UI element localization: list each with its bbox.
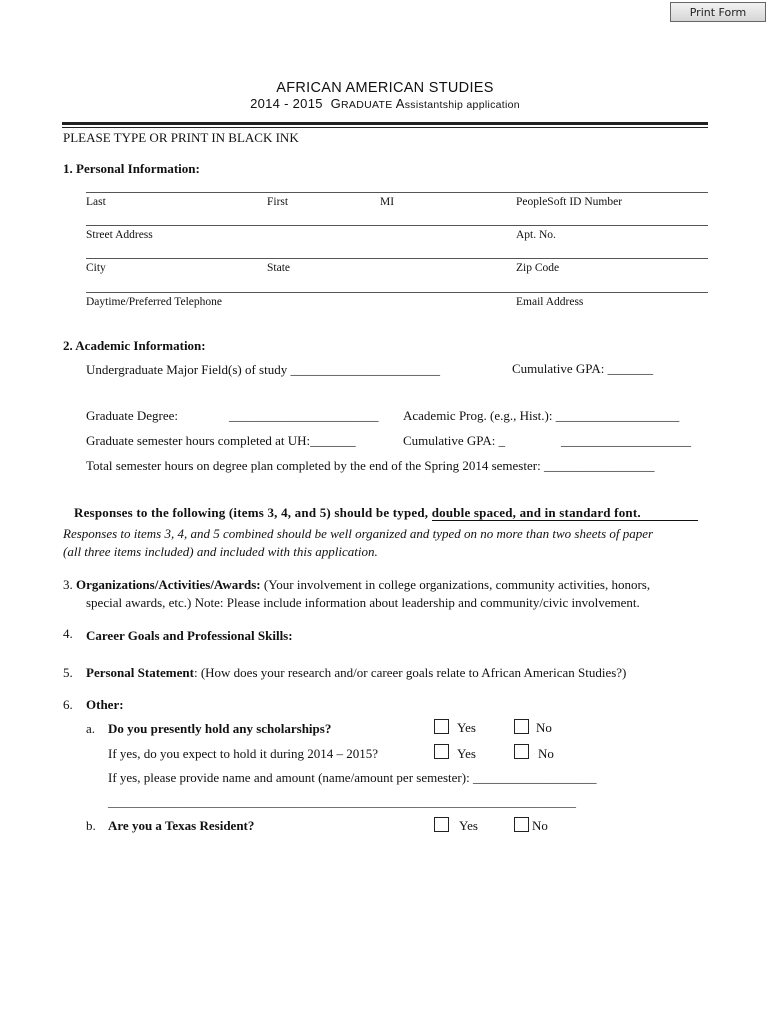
semester-hours-line: Graduate semester hours completed at UH:_______ [86,433,356,448]
section2-heading: 2. Academic Information: [63,338,206,353]
item4-number: 4. [63,626,73,641]
texas-resident-no-label: No [532,818,548,833]
item4-heading: Career Goals and Professional Skills: [86,628,293,643]
print-form-button[interactable]: Print Form [670,2,766,22]
hold-scholarship-no-label: No [538,746,554,761]
subtitle-small-2: ssistantship application [404,99,520,111]
texas-resident-question: Are you a Texas Resident? [108,818,255,833]
mi-label: MI [380,196,395,208]
hold-scholarship-yes-checkbox[interactable] [434,744,449,759]
item6b-label: b. [86,818,96,833]
form-subtitle [0,96,770,111]
section1-heading: 1. Personal Information: [63,161,200,176]
item5-text: : (How does your research and/or career goals relate to African American Studies?) [193,665,627,680]
scholarship-no-checkbox[interactable] [514,719,529,734]
item3-text-1: (Your involvement in college organizations, community activities, honors, [260,577,651,592]
hold-scholarship-no-checkbox[interactable] [514,744,529,759]
field-rule-4 [86,292,708,293]
item3-text-2: special awards, etc.) Note: Please include information about leadership and community/civic involvement. [86,595,640,610]
state-label: State [267,262,290,274]
peoplesoft-id-label: PeopleSoft ID Number [516,196,623,208]
texas-resident-yes-label: Yes [459,818,478,833]
zip-code-label: Zip Code [516,262,560,274]
last-name-label: Last [86,196,106,208]
street-address-label: Street Address [86,229,153,241]
cumulative-gpa-2-label: Cumulative GPA: _ [403,433,506,448]
subtitle-cap-g: G [330,96,342,111]
cumulative-gpa-2-blank: ____________________ [561,433,691,448]
academic-program-line: Academic Prog. (e.g., Hist.): ___________________ [403,408,680,423]
header-rule-thick [62,122,708,125]
total-hours-line: Total semester hours on degree plan completed by the end of the Spring 2014 semester: _________________ [86,458,655,473]
item3-number: 3. [63,577,73,592]
scholarship-yes-checkbox[interactable] [434,719,449,734]
item3-heading: Organizations/Activities/Awards: [76,577,261,592]
item6-number: 6. [63,697,73,712]
graduate-degree-blank: _______________________ [229,408,379,423]
cumulative-gpa-line: Cumulative GPA: _______ [512,361,654,376]
subtitle-year: 2014 - 2015 [250,96,323,111]
item3-line-1 [63,577,650,593]
scholarship-question: Do you presently hold any scholarships? [108,721,332,736]
major-field-line: Undergraduate Major Field(s) of study _______________________ [86,362,440,377]
scholarship-followup-question: If yes, do you expect to hold it during 2014 – 2015? [108,746,379,761]
header-rule-thin [62,127,708,128]
graduate-degree-label: Graduate Degree: [86,408,179,423]
item5-line [86,665,626,681]
email-label: Email Address [516,296,584,308]
field-rule-3 [86,258,708,259]
instruction-text: PLEASE TYPE OR PRINT IN BLACK INK [63,130,299,145]
scholarship-name-amount-line: If yes, please provide name and amount (name/amount per semester): ___________________ [108,770,597,785]
subtitle-cap-a: A [395,96,405,111]
form-title: AFRICAN AMERICAN STUDIES [276,80,494,96]
item6a-label: a. [86,721,96,736]
subtitle-small-1: RADUATE [341,99,396,111]
field-rule-2 [86,225,708,226]
scholarship-yes-label: Yes [457,720,476,735]
field-rule-1 [86,192,708,193]
item5-heading: Personal Statement [86,665,194,680]
responses-italic-1: Responses to items 3, 4, and 5 combined should be well organized and typed on no more than two sheets of paper [63,526,654,541]
city-label: City [86,262,106,274]
responses-underline [432,520,698,521]
apt-no-label: Apt. No. [516,229,556,241]
scholarship-no-label: No [536,720,552,735]
texas-resident-no-checkbox[interactable] [514,817,529,832]
hold-scholarship-yes-label: Yes [457,746,476,761]
texas-resident-yes-checkbox[interactable] [434,817,449,832]
telephone-label: Daytime/Preferred Telephone [86,296,222,308]
first-name-label: First [267,196,289,208]
responses-bold-text: Responses to the following (items 3, 4, and 5) should be typed, double spaced, and in standard font. [74,505,641,520]
responses-italic-2: (all three items included) and included with this application. [63,544,378,559]
item6-heading: Other: [86,697,124,712]
responses-bold-note [74,505,641,521]
scholarship-blank-line: ______________________________________________________________________________ [108,795,576,809]
item5-number: 5. [63,665,73,680]
